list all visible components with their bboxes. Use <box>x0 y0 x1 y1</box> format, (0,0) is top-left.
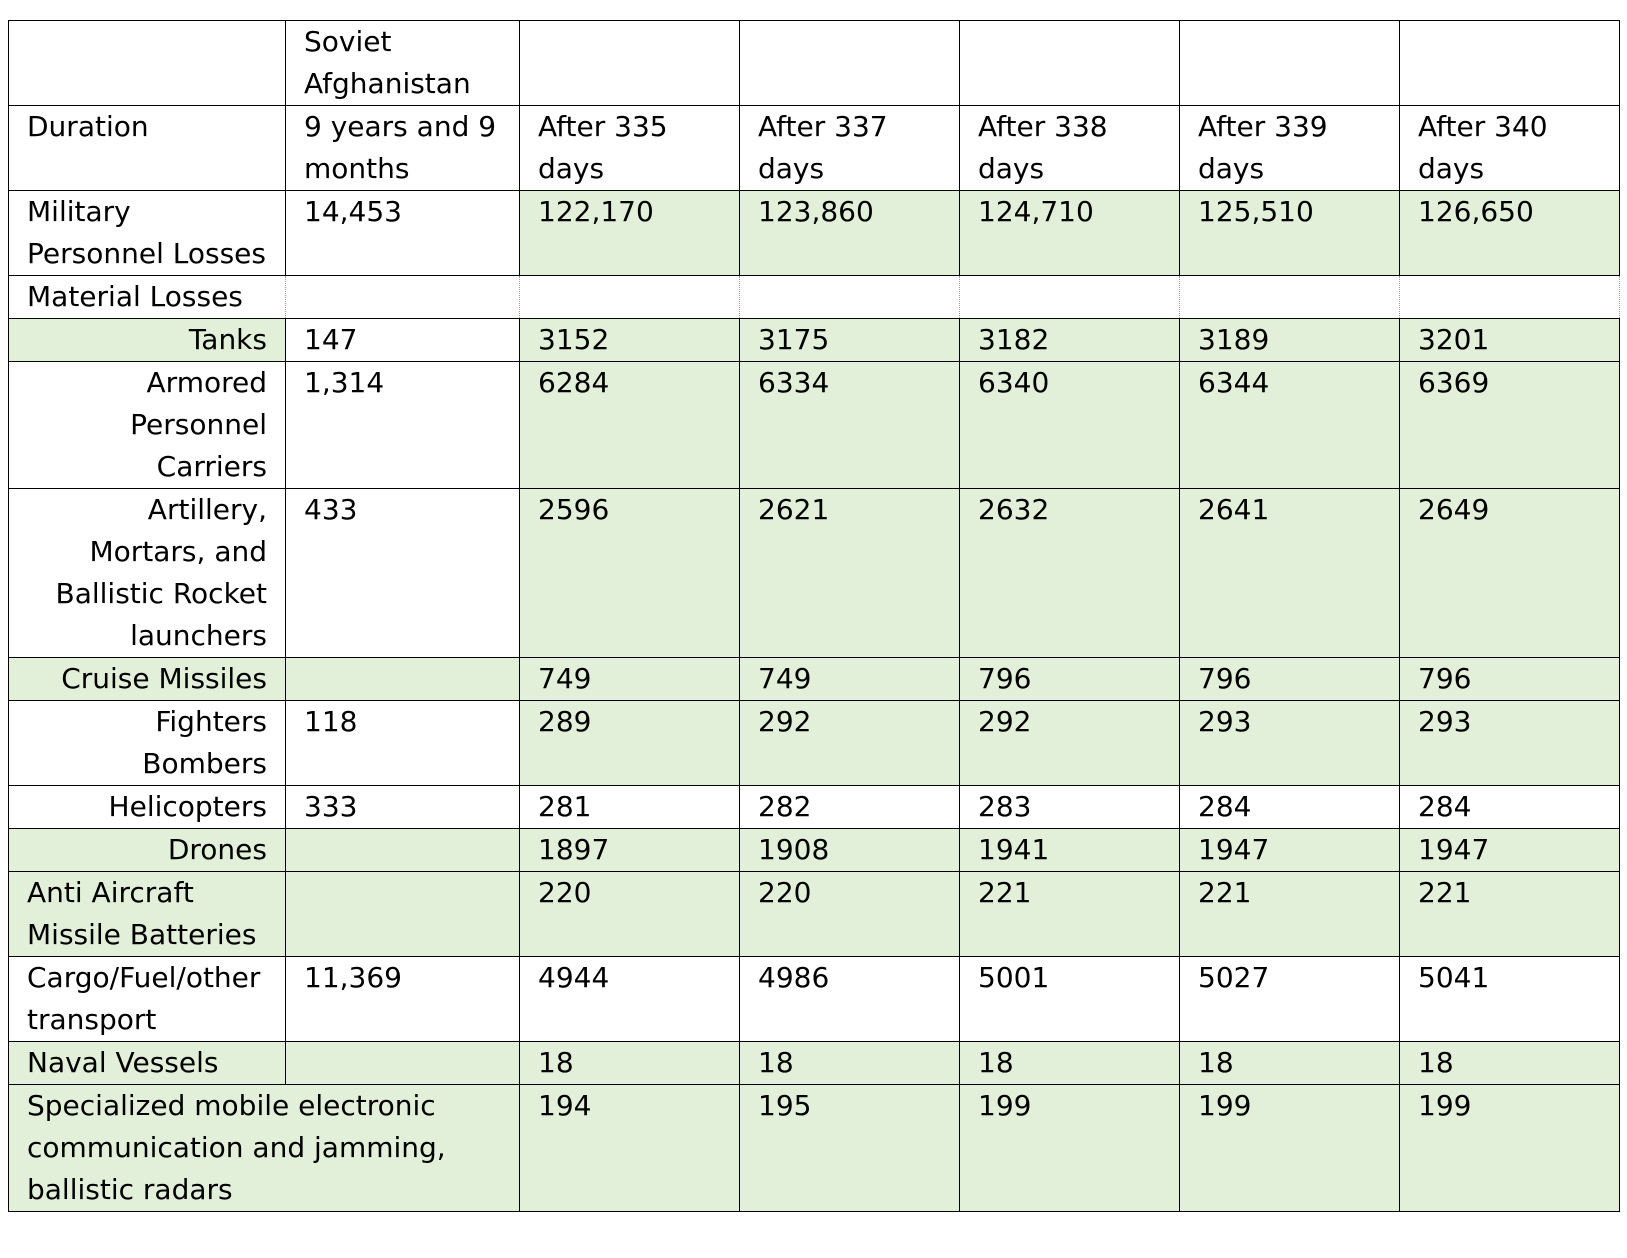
table-cell: 284 <box>1400 786 1620 829</box>
header-cell <box>9 21 286 106</box>
table-cell: 3189 <box>1180 319 1400 362</box>
table-cell: 2649 <box>1400 489 1620 658</box>
table-cell: 284 <box>1180 786 1400 829</box>
table-cell: 6284 <box>520 362 740 489</box>
header-cell: Duration <box>9 106 286 191</box>
table-cell: 18 <box>1180 1042 1400 1085</box>
table-cell: 6344 <box>1180 362 1400 489</box>
row-label: Military Personnel Losses <box>9 191 286 276</box>
header-row-comparison <box>9 21 1620 106</box>
table-cell: 283 <box>960 786 1180 829</box>
header-cell <box>520 21 740 106</box>
table-cell: 4986 <box>740 957 960 1042</box>
table-cell: 118 <box>286 701 520 786</box>
table-cell: 1947 <box>1400 829 1620 872</box>
table-cell: 4944 <box>520 957 740 1042</box>
table-row-naval-vessels <box>9 1042 1620 1085</box>
table-row-armored-personnel-carriers <box>9 362 1620 489</box>
table-row-cargo-transport <box>9 957 1620 1042</box>
losses-table <box>8 20 1620 1212</box>
table-cell: 289 <box>520 701 740 786</box>
table-cell: 333 <box>286 786 520 829</box>
header-cell <box>740 21 960 106</box>
row-label: Armored Personnel Carriers <box>9 362 286 489</box>
row-label: Specialized mobile electronic communication and jamming, ballistic radars <box>9 1085 520 1212</box>
row-label: Tanks <box>9 319 286 362</box>
table-cell: 126,650 <box>1400 191 1620 276</box>
table-cell: 18 <box>740 1042 960 1085</box>
table-cell: 18 <box>520 1042 740 1085</box>
table-cell <box>1400 276 1620 319</box>
table-cell: 5041 <box>1400 957 1620 1042</box>
header-cell: After 340 days <box>1400 106 1620 191</box>
header-cell: After 339 days <box>1180 106 1400 191</box>
table-row-drones <box>9 829 1620 872</box>
table-cell: 796 <box>960 658 1180 701</box>
table-cell: 433 <box>286 489 520 658</box>
table-cell: 220 <box>740 872 960 957</box>
header-cell: After 337 days <box>740 106 960 191</box>
table-row-specialized-electronic <box>9 1085 1620 1212</box>
row-label: Fighters Bombers <box>9 701 286 786</box>
table-cell: 123,860 <box>740 191 960 276</box>
table-cell: 796 <box>1180 658 1400 701</box>
table-row-military-personnel <box>9 191 1620 276</box>
table-cell <box>286 658 520 701</box>
table-row-artillery <box>9 489 1620 658</box>
table-cell: 796 <box>1400 658 1620 701</box>
row-label: Artillery, Mortars, and Ballistic Rocket launchers <box>9 489 286 658</box>
table-cell: 2621 <box>740 489 960 658</box>
table-cell <box>286 276 520 319</box>
table-cell: 220 <box>520 872 740 957</box>
table-cell <box>286 829 520 872</box>
table-cell: 199 <box>960 1085 1180 1212</box>
row-label: Helicopters <box>9 786 286 829</box>
table-row-anti-aircraft <box>9 872 1620 957</box>
table-cell: 292 <box>960 701 1180 786</box>
header-cell: After 335 days <box>520 106 740 191</box>
row-label: Naval Vessels <box>9 1042 286 1085</box>
table-cell: 147 <box>286 319 520 362</box>
table-cell: 18 <box>960 1042 1180 1085</box>
table-cell: 3152 <box>520 319 740 362</box>
section-label: Material Losses <box>9 276 286 319</box>
table-cell: 293 <box>1400 701 1620 786</box>
table-cell: 749 <box>520 658 740 701</box>
table-cell: 221 <box>960 872 1180 957</box>
table-cell <box>1180 276 1400 319</box>
table-cell: 6334 <box>740 362 960 489</box>
table-cell: 2596 <box>520 489 740 658</box>
table-cell: 194 <box>520 1085 740 1212</box>
table-cell: 14,453 <box>286 191 520 276</box>
header-cell <box>1180 21 1400 106</box>
table-cell: 124,710 <box>960 191 1180 276</box>
table-row-helicopters <box>9 786 1620 829</box>
table-cell: 221 <box>1180 872 1400 957</box>
table-cell: 122,170 <box>520 191 740 276</box>
header-row-duration <box>9 106 1620 191</box>
table-cell: 1941 <box>960 829 1180 872</box>
table-cell: 199 <box>1400 1085 1620 1212</box>
table-cell <box>520 276 740 319</box>
section-row-material-losses <box>9 276 1620 319</box>
table-cell: 293 <box>1180 701 1400 786</box>
table-cell: 749 <box>740 658 960 701</box>
table-cell: 1947 <box>1180 829 1400 872</box>
table-cell: 3201 <box>1400 319 1620 362</box>
table-row-tanks <box>9 319 1620 362</box>
table-cell: 1908 <box>740 829 960 872</box>
table-cell: 3182 <box>960 319 1180 362</box>
table-cell: 11,369 <box>286 957 520 1042</box>
table-cell: 2641 <box>1180 489 1400 658</box>
table-cell: 195 <box>740 1085 960 1212</box>
header-cell: Soviet Afghanistan <box>286 21 520 106</box>
header-cell <box>960 21 1180 106</box>
table-cell <box>286 872 520 957</box>
table-cell: 2632 <box>960 489 1180 658</box>
table-cell <box>740 276 960 319</box>
table-cell: 5027 <box>1180 957 1400 1042</box>
header-cell: After 338 days <box>960 106 1180 191</box>
table-row-cruise-missiles <box>9 658 1620 701</box>
header-cell: 9 years and 9 months <box>286 106 520 191</box>
table-cell: 3175 <box>740 319 960 362</box>
table-cell: 281 <box>520 786 740 829</box>
header-cell <box>1400 21 1620 106</box>
row-label: Cargo/Fuel/other transport <box>9 957 286 1042</box>
row-label: Anti Aircraft Missile Batteries <box>9 872 286 957</box>
table-cell: 125,510 <box>1180 191 1400 276</box>
table-cell: 6340 <box>960 362 1180 489</box>
table-cell: 199 <box>1180 1085 1400 1212</box>
table-cell <box>960 276 1180 319</box>
table-cell: 5001 <box>960 957 1180 1042</box>
table-cell: 1897 <box>520 829 740 872</box>
table-cell: 6369 <box>1400 362 1620 489</box>
table-cell: 292 <box>740 701 960 786</box>
table-cell <box>286 1042 520 1085</box>
table-cell: 18 <box>1400 1042 1620 1085</box>
table-row-fighters-bombers <box>9 701 1620 786</box>
row-label: Cruise Missiles <box>9 658 286 701</box>
table-cell: 282 <box>740 786 960 829</box>
table-cell: 221 <box>1400 872 1620 957</box>
table-cell: 1,314 <box>286 362 520 489</box>
row-label: Drones <box>9 829 286 872</box>
